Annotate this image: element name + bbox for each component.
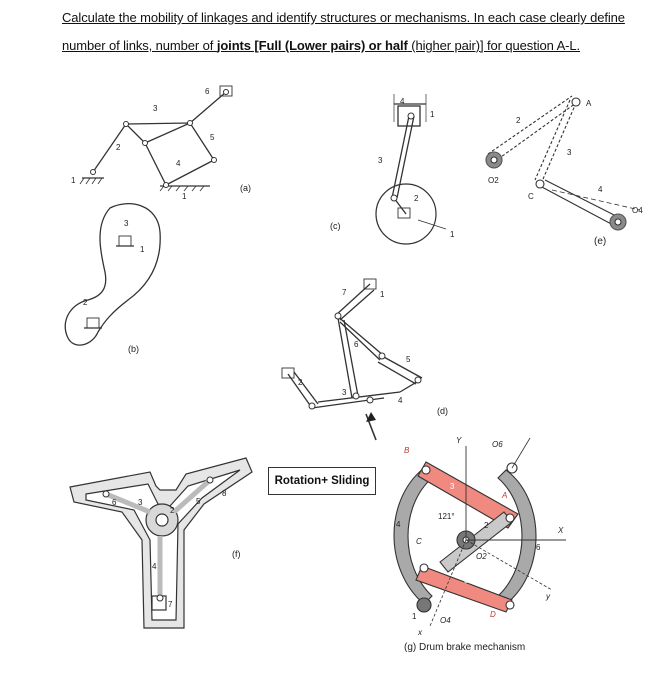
fig-g-link-3: 3	[450, 482, 455, 491]
fig-f-link-3: 3	[138, 498, 143, 507]
fig-f-link-7: 7	[168, 600, 173, 609]
fig-g-axis-X: X	[558, 526, 564, 535]
fig-e-link-3: 3	[567, 148, 572, 157]
figure-d	[282, 279, 422, 440]
fig-c-link-4: 4	[400, 97, 405, 106]
fig-d-link-7: 7	[342, 288, 347, 297]
fig-e-link-2: 2	[516, 116, 521, 125]
fig-a-caption: (a)	[240, 183, 251, 193]
fig-d-link-1: 1	[380, 290, 385, 299]
fig-b-link-1: 1	[140, 245, 145, 254]
instruction-text-2b: (higher pair)] for question A-L.	[407, 38, 581, 53]
fig-e-point-O4: O4	[632, 206, 643, 215]
fig-d-link-4: 4	[398, 396, 403, 405]
fig-c-link-1-top: 1	[430, 110, 435, 119]
fig-g-link-2: 2	[484, 521, 489, 530]
fig-a-link-1-left: 1	[71, 176, 76, 185]
instruction-text-2a: number of links, number of	[62, 38, 217, 53]
fig-g-link-5: 5	[464, 576, 469, 585]
fig-a-link-5: 5	[210, 133, 215, 142]
fig-g-point-O6: O6	[492, 440, 503, 449]
fig-e-link-4: 4	[598, 185, 603, 194]
fig-g-axis-y: y	[546, 592, 550, 601]
fig-d-link-2: 2	[298, 378, 303, 387]
fig-a-link-4: 4	[176, 159, 181, 168]
fig-c-link-3: 3	[378, 156, 383, 165]
fig-g-axis-x: x	[418, 628, 422, 637]
figure-g	[394, 438, 566, 626]
fig-d-link-6: 6	[354, 340, 359, 349]
rotation-sliding-label: Rotation+ Sliding	[268, 467, 376, 495]
fig-g-point-O2: O2	[476, 552, 487, 561]
fig-g-point-O4: O4	[440, 616, 451, 625]
fig-c-link-2: 2	[414, 194, 419, 203]
fig-g-point-D: D	[490, 610, 496, 619]
fig-f-link-8: 8	[222, 489, 227, 498]
instruction-joints-bold: joints [Full (Lower pairs) or	[216, 38, 385, 53]
fig-e-point-O2: O2	[488, 176, 499, 185]
fig-a-link-2: 2	[116, 143, 121, 152]
fig-g-angle: 121°	[438, 512, 455, 521]
figure-b	[65, 204, 160, 345]
fig-f-link-4: 4	[152, 562, 157, 571]
instruction-text-1: Calculate the mobility of linkages and identify structures or mechanisms. In each case clearly define	[62, 10, 625, 25]
fig-g-point-A: A	[502, 491, 508, 500]
fig-b-caption: (b)	[128, 344, 139, 354]
fig-g-axis-Y: Y	[456, 436, 462, 445]
fig-a-link-6: 6	[205, 87, 210, 96]
fig-d-link-5: 5	[406, 355, 411, 364]
fig-g-point-B: B	[404, 446, 410, 455]
fig-b-link-2: 2	[83, 298, 88, 307]
fig-f-link-2: 2	[170, 506, 175, 515]
fig-e-point-A: A	[586, 99, 592, 108]
fig-f-link-6: 6	[112, 498, 117, 507]
fig-f-caption: (f)	[232, 549, 241, 559]
fig-g-caption: (g) Drum brake mechanism	[404, 642, 526, 653]
fig-a-link-3: 3	[153, 104, 158, 113]
figure-e	[486, 96, 640, 230]
fig-g-link-4: 4	[396, 520, 401, 529]
fig-e-caption: (e)	[594, 236, 607, 247]
fig-d-caption: (d)	[437, 406, 448, 416]
fig-c-caption: (c)	[330, 221, 341, 231]
figure-c	[376, 94, 446, 244]
fig-c-link-1-right: 1	[450, 230, 455, 239]
fig-g-point-C: C	[416, 537, 422, 546]
instruction-half-bold: half	[385, 38, 408, 53]
fig-d-link-3: 3	[342, 388, 347, 397]
fig-a-link-1-bottom: 1	[182, 192, 187, 201]
figure-f	[70, 458, 252, 628]
fig-b-link-3: 3	[124, 219, 129, 228]
fig-g-link-6: 6	[536, 543, 541, 552]
fig-e-point-C: C	[528, 192, 534, 201]
fig-f-link-5: 5	[196, 497, 201, 506]
fig-g-link-1: 1	[412, 612, 417, 621]
